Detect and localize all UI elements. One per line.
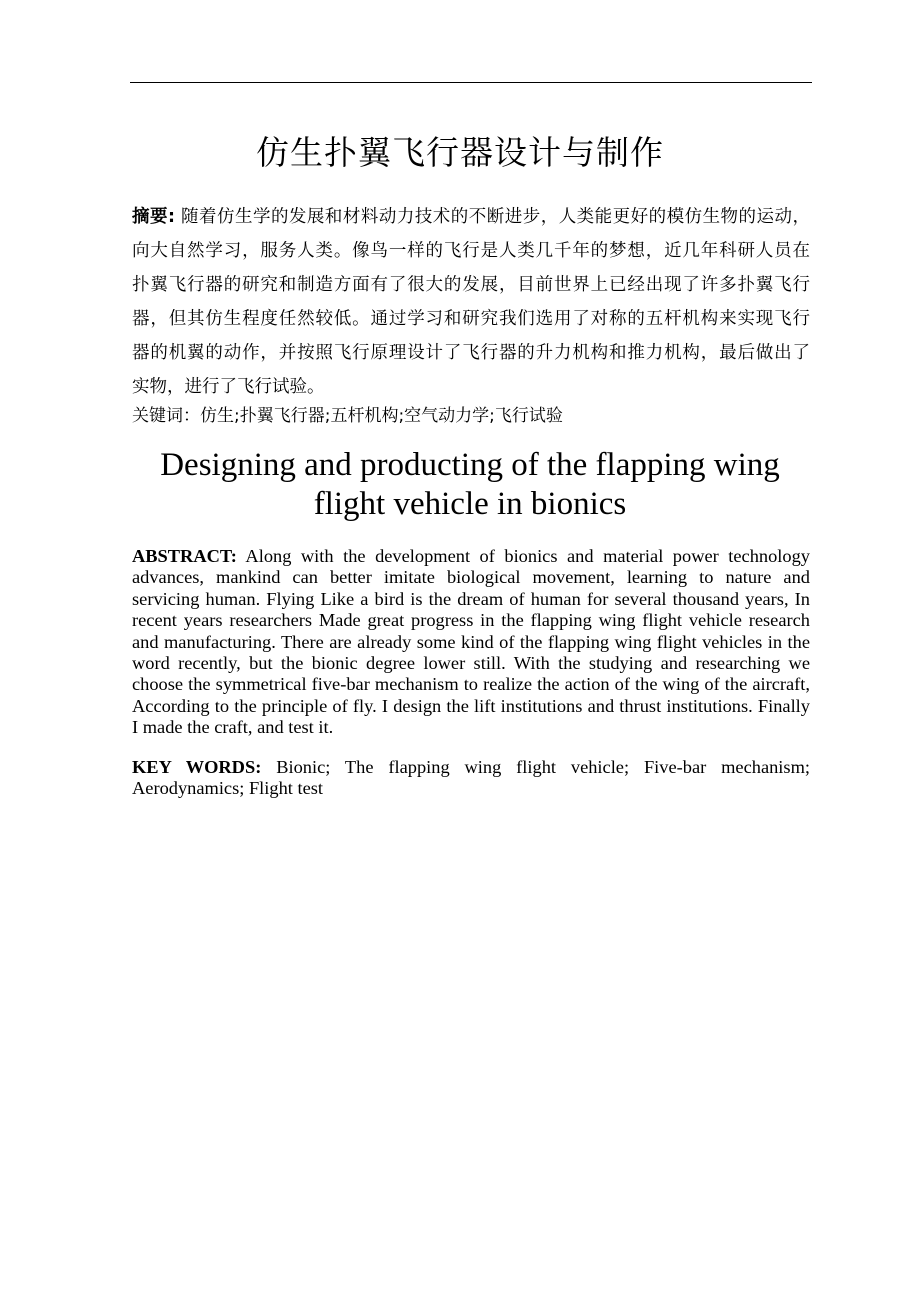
abstract-line: and manufacturing. There are already some kind of the flapping wing flight vehicles in the (132, 631, 810, 652)
english-abstract (132, 546, 810, 739)
abstract-line: 器，但其仿生程度任然较低。通过学习和研究我们选用了对称的五杆机构来实现飞行 (132, 309, 810, 329)
english-title-line: Designing and producting of the flapping wing (160, 447, 780, 483)
abstract-line: word recently, but the bionic degree lower still. With the studying and researching we (132, 653, 810, 674)
abstract-line: 扑翼飞行器的研究和制造方面有了很大的发展，目前世界上已经出现了许多扑翼飞行 (132, 275, 810, 295)
abstract-line: recent years researchers Made great progress in the flapping wing flight vehicle research (132, 610, 810, 631)
keywords-line: Bionic; The flapping wing flight vehicle; Five-bar mechanism; (276, 757, 810, 777)
chinese-title: 仿生扑翼飞行器设计与制作 (256, 133, 664, 172)
abstract-line: 器的机翼的动作，并按照飞行原理设计了飞行器的升力机构和推力机构，最后做出了 (132, 343, 810, 363)
abstract-line: 实物，进行了飞行试验。 (132, 377, 325, 397)
chinese-keywords: 关键词：仿生;扑翼飞行器;五杆机构;空气动力学;飞行试验 (132, 406, 563, 426)
english-title (0, 446, 920, 524)
english-keywords-label: KEY WORDS: (132, 757, 262, 777)
english-keywords (132, 757, 810, 800)
abstract-line: servicing human. Flying Like a bird is the dream of human for several thousand years, In (132, 588, 810, 609)
chinese-abstract (132, 200, 810, 404)
abstract-line: 向大自然学习，服务人类。像鸟一样的飞行是人类几千年的梦想，近几年科研人员在 (132, 241, 810, 261)
abstract-line: According to the principle of fly. I design the lift institutions and thrust institutions. Finally (132, 695, 810, 716)
abstract-line: Along with the development of bionics and material power technology (245, 546, 810, 566)
keywords-line: Aerodynamics; Flight test (132, 778, 324, 799)
abstract-line: 随着仿生学的发展和材料动力技术的不断进步，人类能更好的模仿生物的运动， (181, 207, 810, 227)
abstract-line: choose the symmetrical five-bar mechanism to realize the action of the wing of the aircraft, (132, 674, 810, 695)
english-abstract-label: ABSTRACT: (132, 546, 237, 566)
chinese-abstract-label: 摘要: (132, 207, 175, 227)
abstract-line: advances, mankind can better imitate biological movement, learning to nature and (132, 567, 810, 588)
english-title-line: flight vehicle in bionics (313, 486, 627, 522)
abstract-line: I made the craft, and test it. (132, 717, 334, 738)
header-rule (130, 82, 812, 83)
